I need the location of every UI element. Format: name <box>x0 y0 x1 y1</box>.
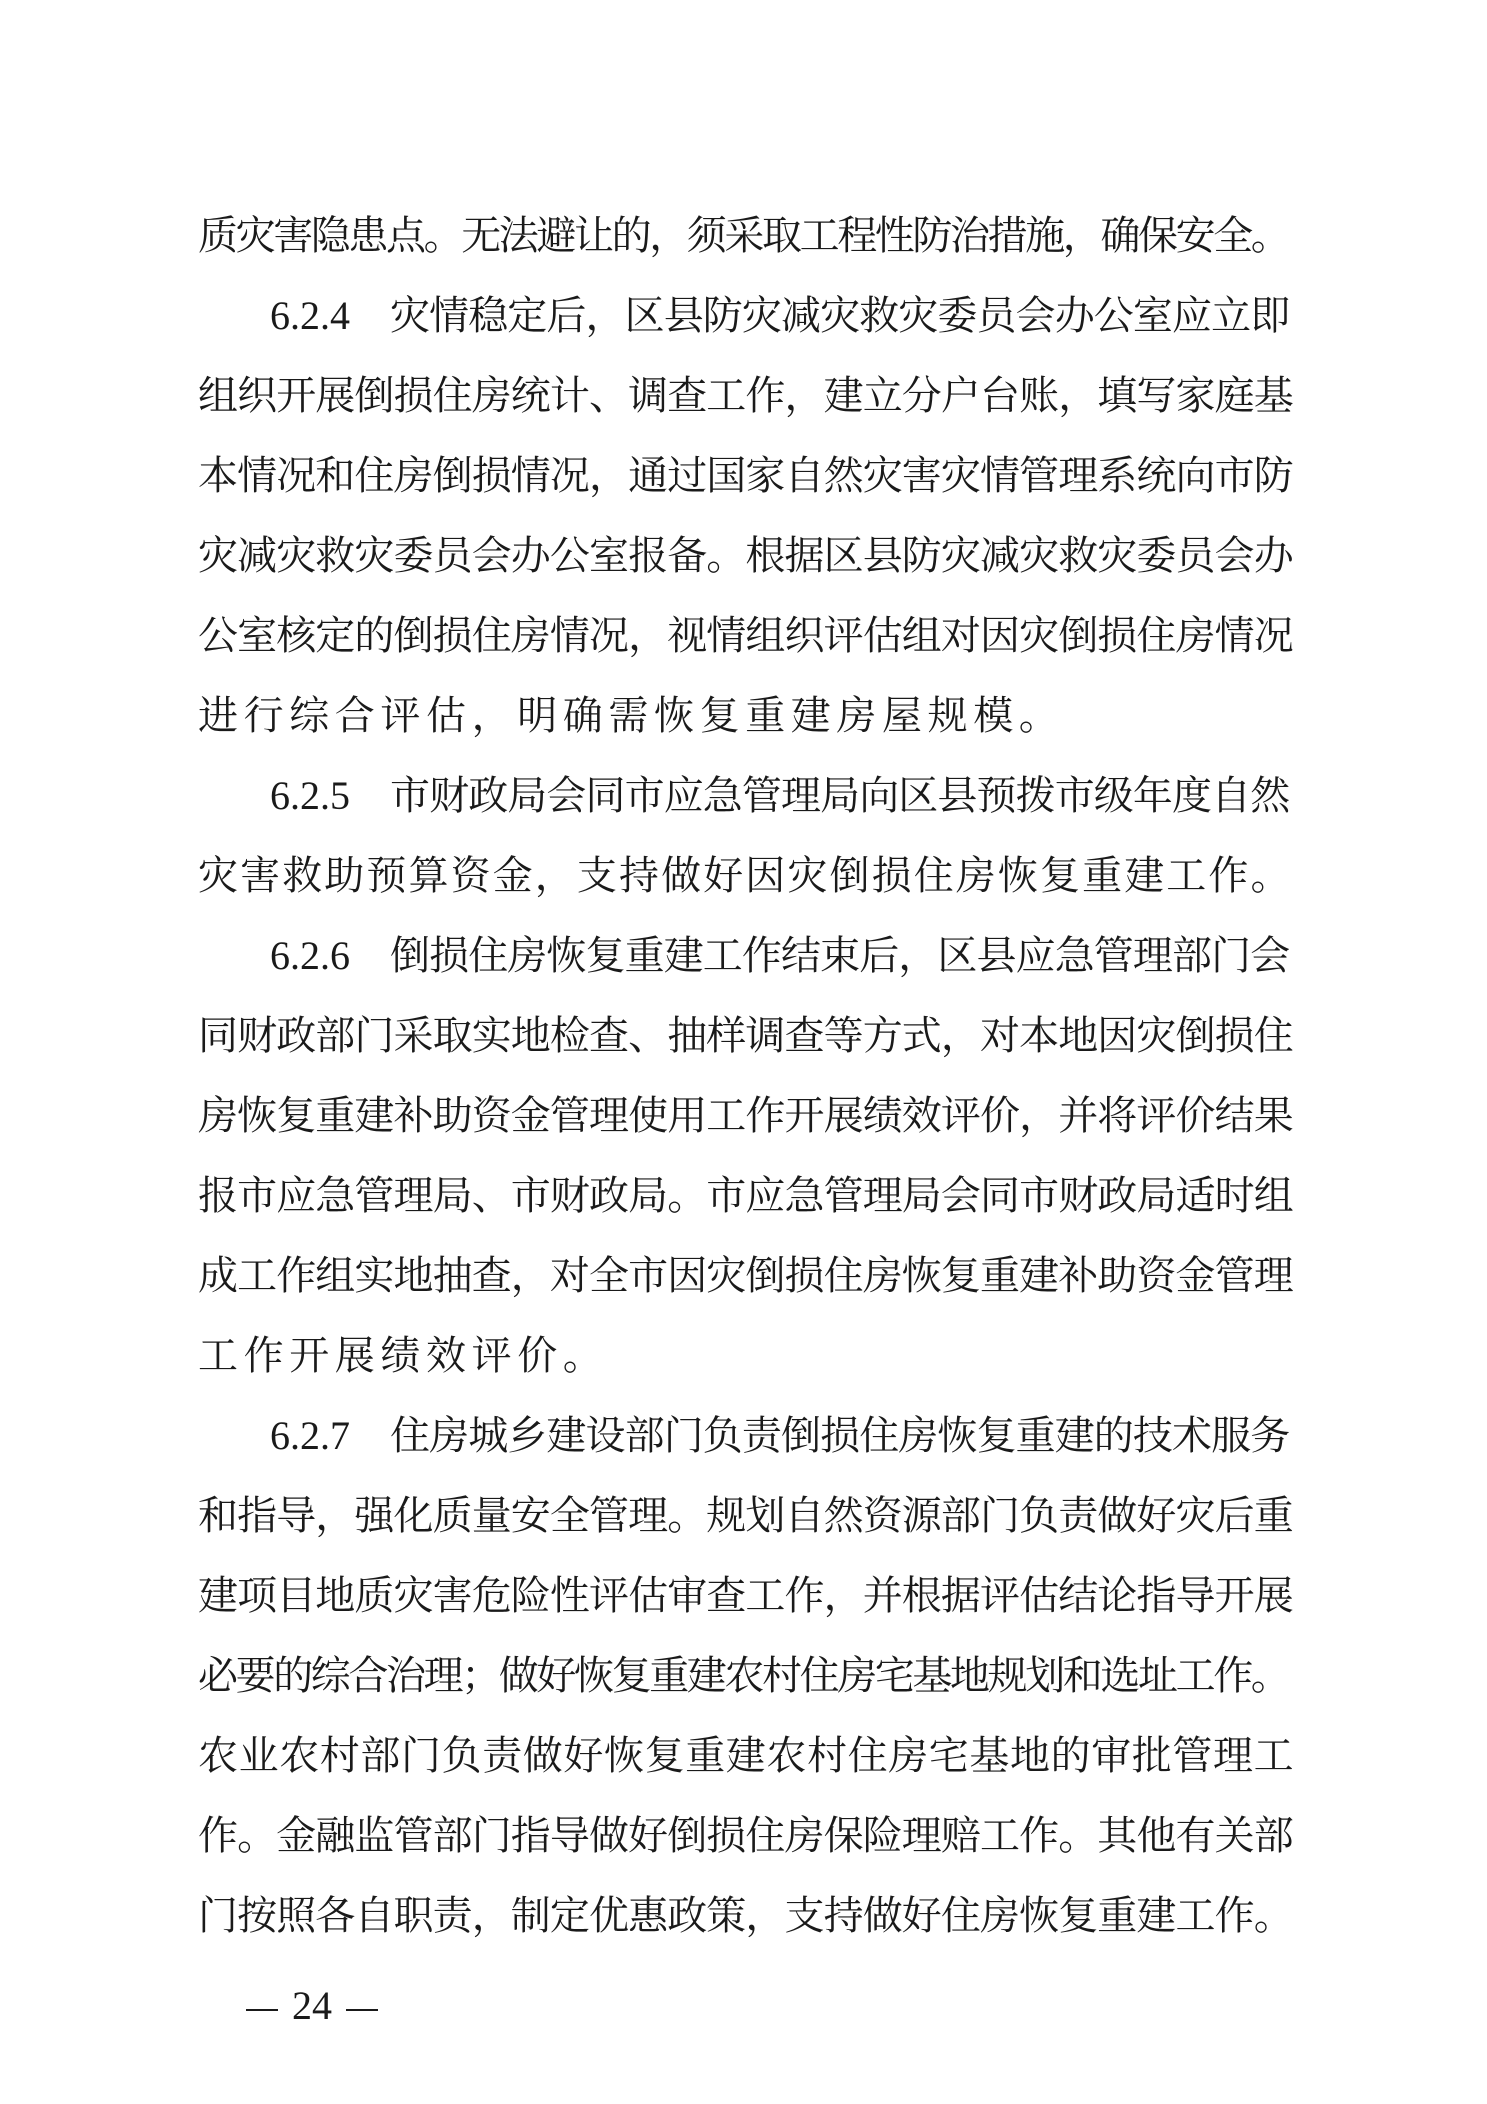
section-number: 6.2.6 <box>270 933 350 978</box>
page-number-text: 24 <box>292 1983 332 2028</box>
section-line <box>270 756 1296 836</box>
line-text: 作。金融监管部门指导做好倒损住房保险理赔工作。其他有关部 <box>198 1813 1293 1859</box>
section-number: 6.2.5 <box>270 773 350 818</box>
text-line <box>198 1316 1296 1396</box>
dash-right <box>346 2009 378 2011</box>
section-number: 6.2.4 <box>270 293 350 338</box>
line-text: 灾害救助预算资金，支持做好因灾倒损住房恢复重建工作。 <box>198 853 1293 899</box>
text-line <box>198 1636 1296 1716</box>
text-line <box>198 1076 1296 1156</box>
line-text: 住房城乡建设部门负责倒损住房恢复重建的技术服务 <box>390 1413 1290 1459</box>
line-text: 房恢复重建补助资金管理使用工作开展绩效评价，并将评价结果 <box>198 1093 1293 1139</box>
line-text: 必要的综合治理；做好恢复重建农村住房宅基地规划和选址工作。 <box>198 1653 1289 1699</box>
line-text: 同财政部门采取实地检查、抽样调查等方式，对本地因灾倒损住 <box>198 1013 1293 1059</box>
line-text: 组织开展倒损住房统计、调查工作，建立分户台账，填写家庭基 <box>198 373 1293 419</box>
section-line <box>270 276 1296 356</box>
line-text: 报市应急管理局、市财政局。市应急管理局会同市财政局适时组 <box>198 1173 1293 1219</box>
dash-left <box>246 2009 278 2011</box>
line-text: 进行综合评估，明确需恢复重建房屋规模。 <box>198 693 1065 739</box>
text-line <box>198 436 1296 516</box>
line-text: 门按照各自职责，制定优惠政策，支持做好住房恢复重建工作。 <box>198 1893 1293 1939</box>
line-text: 本情况和住房倒损情况，通过国家自然灾害灾情管理系统向市防 <box>198 453 1293 499</box>
line-text: 灾减灾救灾委员会办公室报备。根据区县防灾减灾救灾委员会办 <box>198 533 1293 579</box>
text-line <box>198 1876 1296 1956</box>
text-line <box>198 1796 1296 1876</box>
line-text: 倒损住房恢复重建工作结束后，区县应急管理部门会 <box>390 933 1290 979</box>
line-text: 和指导，强化质量安全管理。规划自然资源部门负责做好灾后重 <box>198 1493 1293 1539</box>
text-line <box>198 1476 1296 1556</box>
line-text: 公室核定的倒损住房情况，视情组织评估组对因灾倒损住房情况 <box>198 613 1293 659</box>
line-text: 灾情稳定后，区县防灾减灾救灾委员会办公室应立即 <box>390 293 1290 339</box>
page-number <box>232 1976 392 2036</box>
text-line <box>198 596 1296 676</box>
line-text: 农业农村部门负责做好恢复重建农村住房宅基地的审批管理工 <box>198 1733 1295 1779</box>
text-line <box>198 1236 1296 1316</box>
line-text: 建项目地质灾害危险性评估审查工作，并根据评估结论指导开展 <box>198 1573 1293 1619</box>
text-line <box>198 516 1296 596</box>
section-line <box>270 916 1296 996</box>
text-line <box>198 836 1296 916</box>
text-line <box>198 1556 1296 1636</box>
text-line <box>198 676 1296 756</box>
line-text: 市财政局会同市应急管理局向区县预拨市级年度自然 <box>390 773 1290 819</box>
line-text: 成工作组实地抽查，对全市因灾倒损住房恢复重建补助资金管理 <box>198 1253 1293 1299</box>
line-text: 质灾害隐患点。无法避让的，须采取工程性防治措施，确保安全。 <box>198 213 1289 259</box>
line-text: 工作开展绩效评价。 <box>198 1333 609 1379</box>
text-line <box>198 356 1296 436</box>
section-number: 6.2.7 <box>270 1413 350 1458</box>
section-line <box>270 1396 1296 1476</box>
text-line <box>198 996 1296 1076</box>
text-line <box>198 1716 1296 1796</box>
text-line <box>198 1156 1296 1236</box>
text-line <box>198 196 1296 276</box>
